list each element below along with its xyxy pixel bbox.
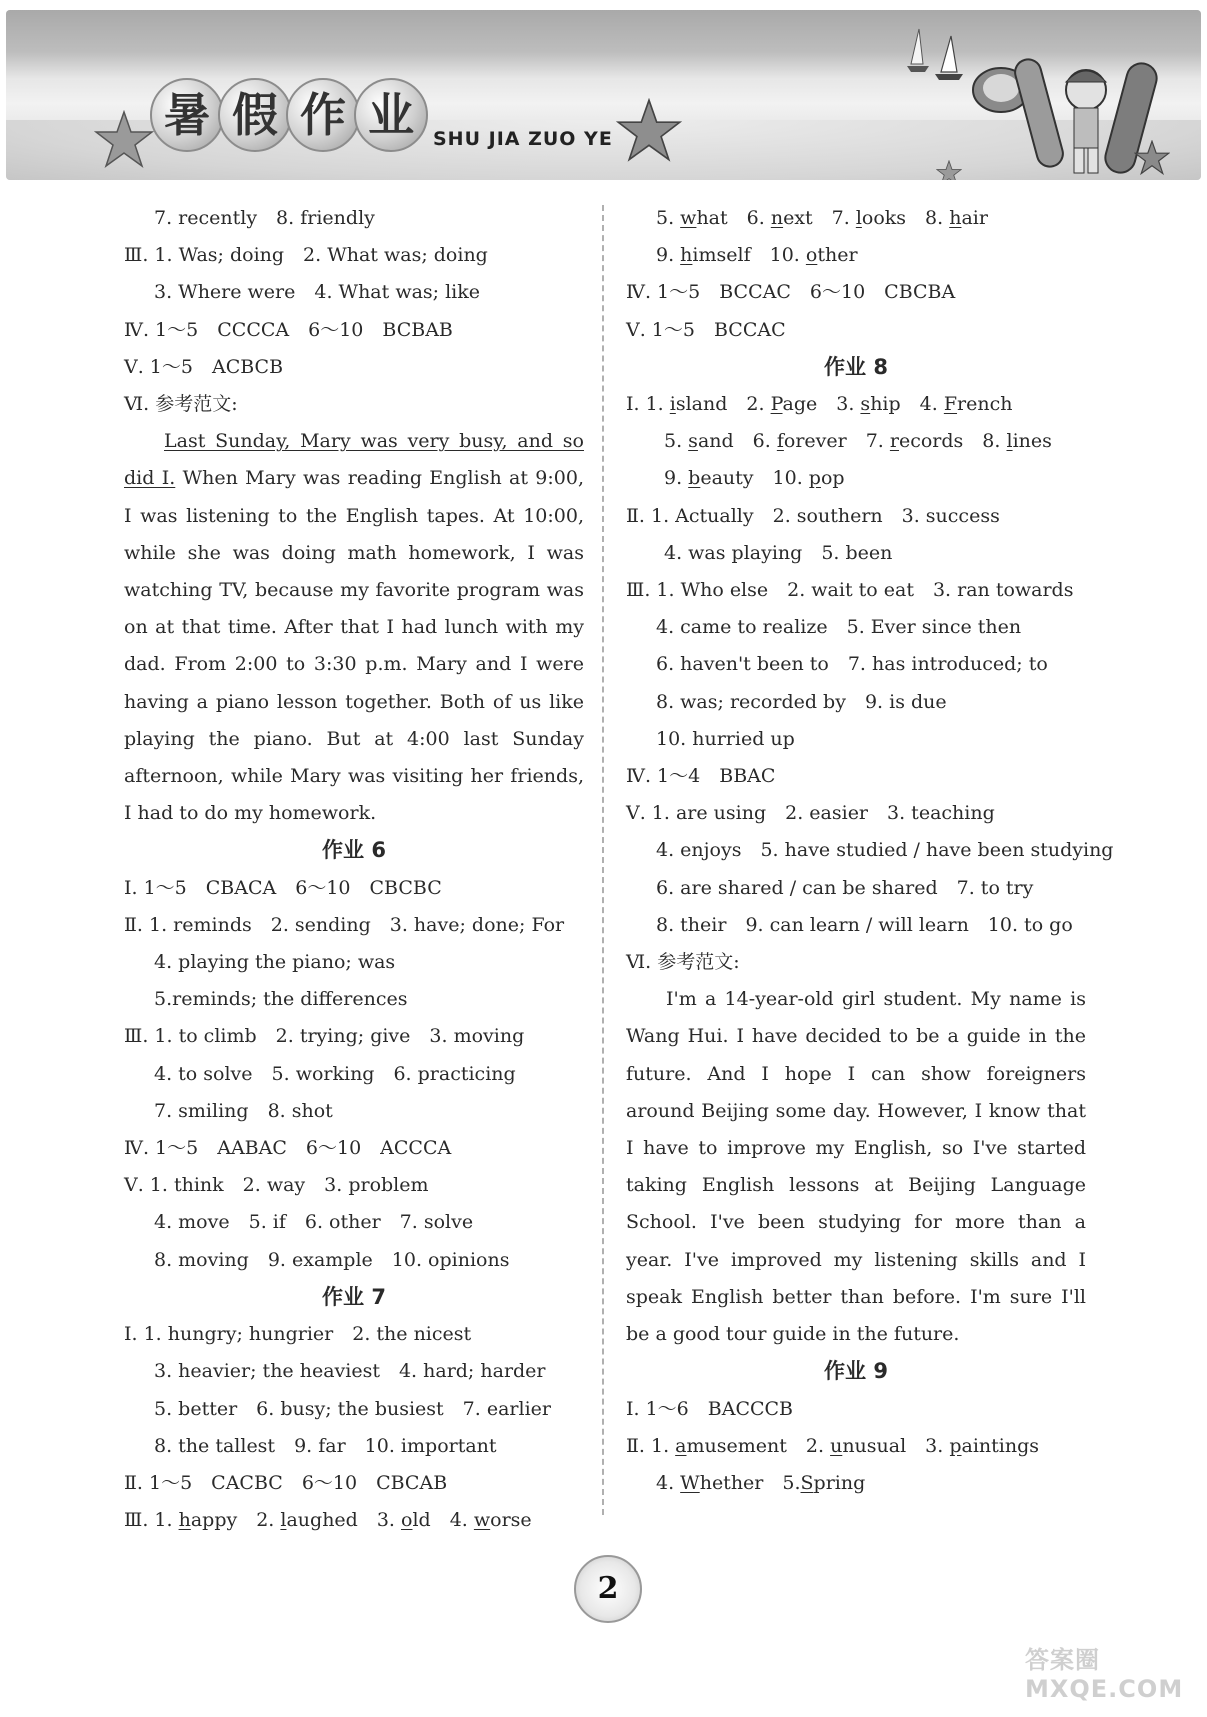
answer-line: 4. to solve 5. working 6. practicing	[154, 1062, 516, 1085]
section-heading: 作业 8	[824, 354, 888, 379]
answer-line: 4. playing the piano; was	[154, 951, 396, 974]
section-heading: 作业 7	[322, 1284, 386, 1309]
answer-line: 7. recently 8. friendly	[154, 207, 375, 229]
answer-line: Ⅲ. 1. happy 2. laughed 3. old 4. worse	[124, 1509, 532, 1532]
answer-line: Ⅱ. 1. reminds 2. sending 3. have; done; For	[124, 913, 565, 936]
answer-line: Ⅰ. 1. island 2. Page 3. ship 4. French	[626, 393, 1013, 416]
answer-line: Ⅲ. 1. Was; doing 2. What was; doing	[124, 244, 488, 267]
starfish-icon	[1134, 140, 1170, 176]
model-essay: Last Sunday, Mary was very busy, and so did I. When Mary was reading English at 9:00, I was listening to the English tapes. At 10:00, while she was doing math homework, I was watching TV, because my favorite program was on at that time. After that I had lunch with my dad. From 2:00 to 3:30 p.m. Mary and I were having a piano lesson together. Both of us like playing the piano. But at 4:00 last Sunday afternoon, while Mary was visiting her friends, I had to do my homework.	[124, 430, 584, 825]
answer-line: 5. better 6. busy; the busiest 7. earlier	[154, 1397, 551, 1420]
answer-line: 5. sand 6. forever 7. records 8. lines	[664, 430, 1052, 453]
answer-line: Ⅴ. 1～5 BCCAC	[626, 318, 786, 341]
answer-line: Ⅰ. 1～5 CBACA 6～10 CBCBC	[124, 876, 442, 899]
answer-line: Ⅱ. 1. Actually 2. southern 3. success	[626, 504, 1000, 527]
starfish-icon	[94, 110, 154, 170]
left-column	[124, 200, 584, 1539]
answer-line: Ⅲ. 1. to climb 2. trying; give 3. moving	[124, 1025, 525, 1048]
answer-line: Ⅵ. 参考范文:	[124, 393, 238, 416]
answer-line: 10. hurried up	[656, 727, 795, 750]
model-essay: I'm a 14-year-old girl student. My name is Wang Hui. I have decided to be a guide in the future. And I hope I can show foreigners around Beijing some day. However, I know that I have to improve my English, so I've started taking English lessons at Beijing Language School. I've been studying for more than a year. I've improved my listening skills and I speak English better than before. I'm sure I'll be a good tour guide in the future.	[626, 988, 1086, 1346]
answer-line: 8. their 9. can learn / will learn 10. to go	[656, 913, 1073, 936]
answer-line: Ⅱ. 1～5 CACBC 6～10 CBCAB	[124, 1471, 448, 1494]
answer-line: Ⅱ. 1. amusement 2. unusual 3. paintings	[626, 1434, 1040, 1457]
answer-line: 4. came to realize 5. Ever since then	[656, 616, 1022, 639]
answer-line: Ⅵ. 参考范文:	[626, 951, 740, 974]
title-char: 暑	[150, 78, 224, 152]
answer-line: 5.reminds; the differences	[154, 988, 408, 1011]
section-heading: 作业 9	[824, 1359, 888, 1384]
answer-line: 3. Where were 4. What was; like	[154, 281, 481, 304]
answer-line: 4. was playing 5. been	[664, 541, 893, 564]
column-divider	[602, 205, 604, 1515]
answer-line: 8. was; recorded by 9. is due	[656, 690, 947, 713]
starfish-icon	[936, 160, 962, 180]
starfish-icon	[616, 98, 682, 164]
answer-line: 8. the tallest 9. far 10. important	[154, 1434, 497, 1457]
answer-line: 8. moving 9. example 10. opinions	[154, 1248, 510, 1271]
section-heading: 作业 6	[322, 838, 386, 863]
sailboat-icon	[901, 24, 971, 84]
page-number: 2	[574, 1555, 642, 1623]
answer-line: 3. heavier; the heaviest 4. hard; harder	[154, 1360, 546, 1383]
title-char: 业	[354, 78, 428, 152]
answer-line: Ⅰ. 1. hungry; hungrier 2. the nicest	[124, 1323, 472, 1346]
answer-line: Ⅰ. 1～6 BACCCB	[626, 1397, 794, 1420]
answer-line: 4. move 5. if 6. other 7. solve	[154, 1211, 474, 1234]
answer-line: Ⅴ. 1～5 ACBCB	[124, 355, 284, 378]
answer-line: Ⅴ. 1. are using 2. easier 3. teaching	[626, 802, 995, 825]
answer-line: Ⅳ. 1～4 BBAC	[626, 765, 776, 788]
answer-line: 9. himself 10. other	[656, 244, 858, 267]
answer-line: Ⅲ. 1. Who else 2. wait to eat 3. ran towards	[626, 579, 1074, 602]
answer-line: 4. Whether 5.Spring	[656, 1471, 866, 1494]
header-subtitle: SHU JIA ZUO YE	[433, 128, 613, 150]
answer-line: 5. what 6. next 7. looks 8. hair	[656, 207, 988, 229]
title-char: 作	[286, 78, 360, 152]
answer-line: Ⅳ. 1～5 BCCAC 6～10 CBCBA	[626, 281, 956, 304]
answer-line: 6. are shared / can be shared 7. to try	[656, 876, 1034, 899]
answer-line: Ⅳ. 1～5 AABAC 6～10 ACCCA	[124, 1137, 452, 1160]
title-char: 假	[218, 78, 292, 152]
answer-line: 6. haven't been to 7. has introduced; to	[656, 653, 1048, 676]
answer-line: Ⅳ. 1～5 CCCCA 6～10 BCBAB	[124, 318, 453, 341]
answer-line: 7. smiling 8. shot	[154, 1099, 333, 1122]
answer-line: 9. beauty 10. pop	[664, 467, 845, 490]
watermark: 答案圈 MXQE.COM	[1025, 1646, 1184, 1703]
answer-line: Ⅴ. 1. think 2. way 3. problem	[124, 1174, 429, 1197]
right-column	[626, 200, 1114, 1502]
answer-line: 4. enjoys 5. have studied / have been studying	[656, 839, 1114, 862]
